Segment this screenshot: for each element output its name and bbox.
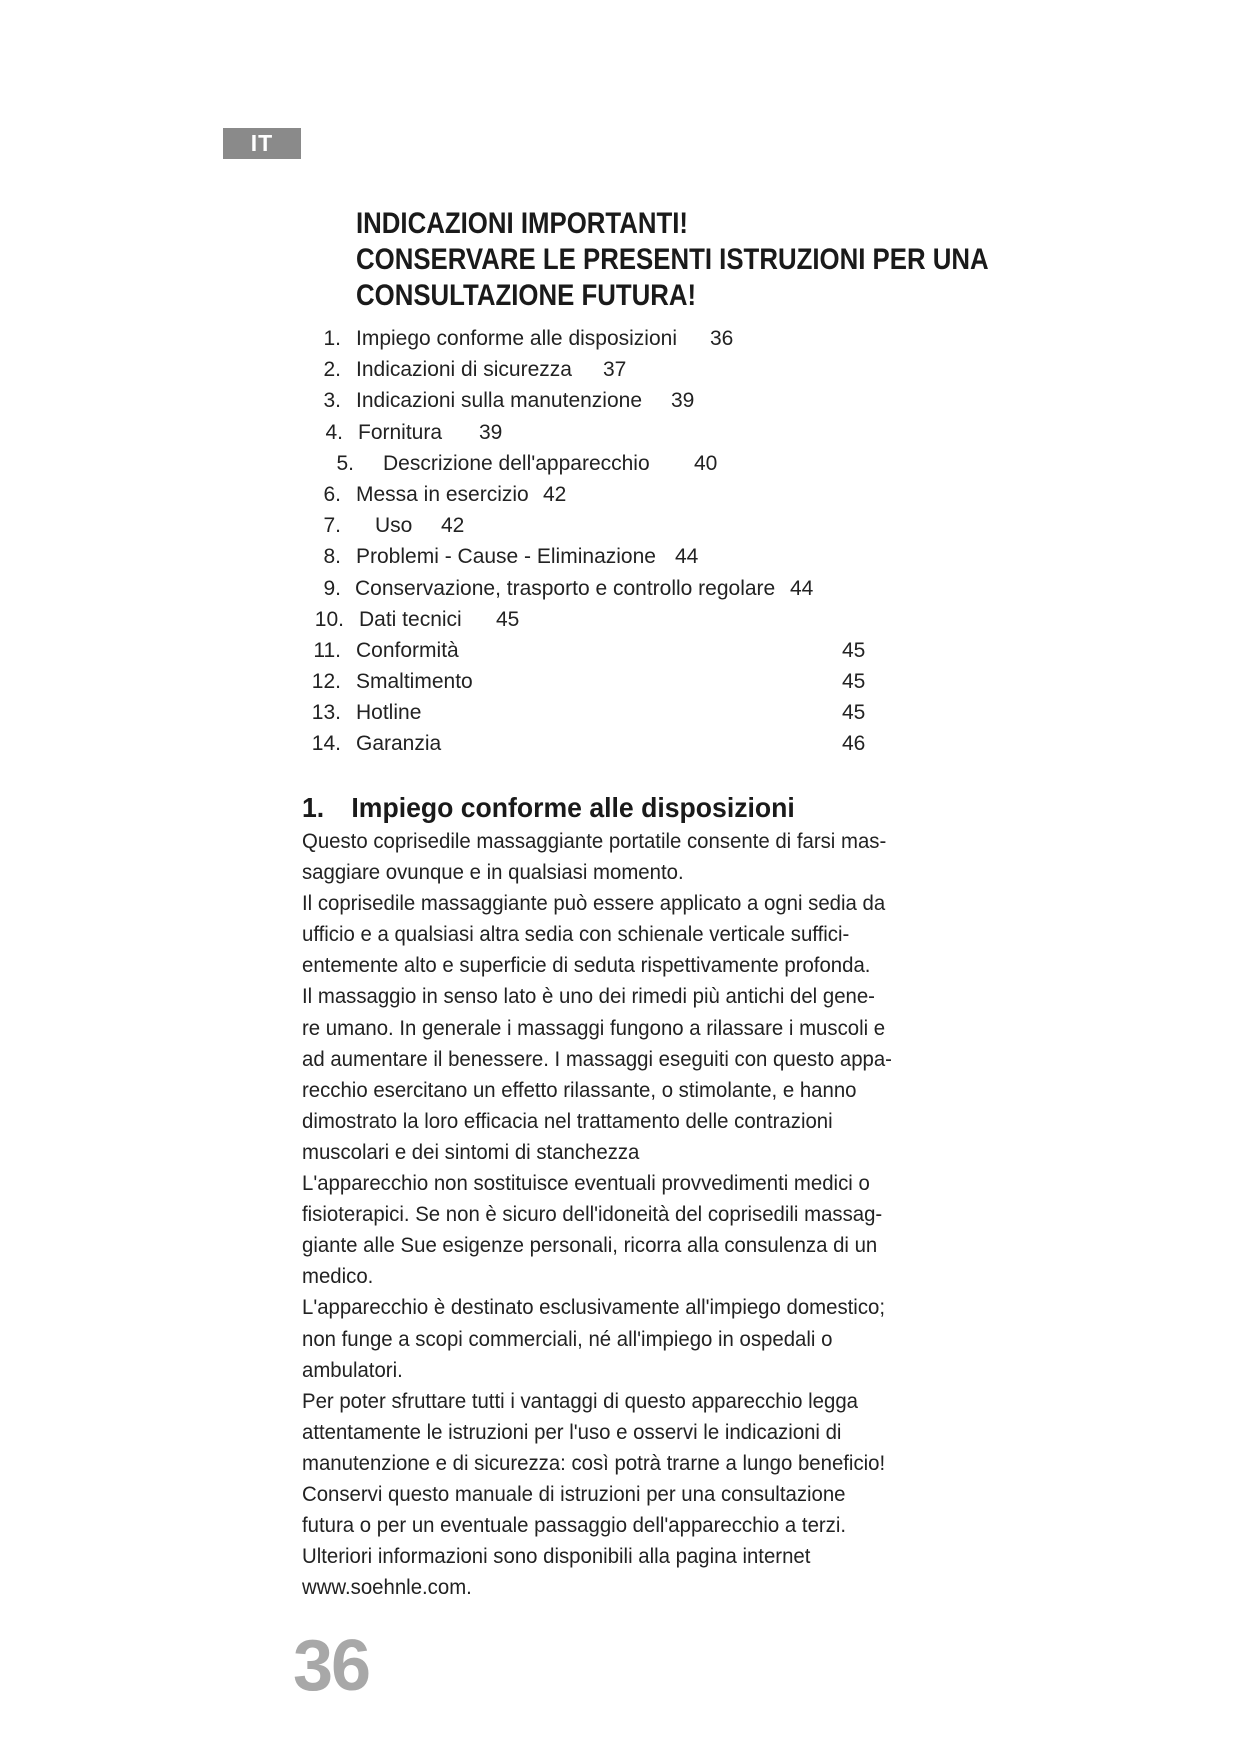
toc-entry[interactable]: [300, 448, 900, 479]
toc-number: 10.: [314, 607, 344, 631]
important-heading: [356, 206, 1056, 314]
section-body: [302, 826, 942, 1603]
toc-page: 39: [479, 420, 503, 444]
heading-line: CONSERVARE LE PRESENTI ISTRUZIONI PER UNA: [356, 243, 989, 276]
toc-entry[interactable]: [300, 354, 900, 385]
toc-entry[interactable]: [300, 385, 900, 416]
body-line: entemente alto e superficie di seduta rispettivamente profonda.: [302, 954, 871, 978]
body-line: medico.: [302, 1265, 374, 1289]
body-line: muscolari e dei sintomi di stanchezza: [302, 1140, 640, 1164]
section-heading: [302, 792, 795, 824]
toc-page: 37: [603, 358, 627, 382]
toc-page: 45: [496, 607, 520, 631]
heading-line: CONSULTAZIONE FUTURA!: [356, 279, 697, 312]
body-line: giante alle Sue esigenze personali, ricorra alla consulenza di un: [302, 1234, 878, 1258]
toc-entry[interactable]: [300, 479, 900, 510]
toc-page: 39: [671, 389, 695, 413]
toc-entry[interactable]: [300, 573, 900, 604]
body-line: L'apparecchio è destinato esclusivamente all'impiego domestico;: [302, 1296, 886, 1320]
toc-page: 45: [842, 701, 866, 725]
website-link[interactable]: www.soehnle.com.: [302, 1576, 472, 1600]
body-line: Il massaggio in senso lato è uno dei rimedi più antichi del gene-: [302, 985, 875, 1009]
toc-page: 40: [694, 451, 718, 475]
body-line: manutenzione e di sicurezza: così potrà trarne a lungo beneficio!: [302, 1451, 886, 1475]
toc-number: 2.: [323, 358, 341, 382]
table-of-contents: [300, 323, 900, 760]
toc-page: 44: [675, 545, 699, 569]
toc-entry[interactable]: [300, 635, 900, 666]
body-line: Ulteriori informazioni sono disponibili alla pagina internet: [302, 1545, 811, 1569]
toc-entry[interactable]: [300, 417, 900, 448]
toc-entry[interactable]: [300, 697, 900, 728]
toc-title: Smaltimento: [356, 670, 473, 694]
toc-title: Garanzia: [356, 732, 442, 756]
toc-title: Problemi - Cause - Eliminazione: [356, 545, 656, 569]
body-line: Il coprisedile massaggiante può essere applicato a ogni sedia da: [302, 892, 886, 916]
toc-title: Impiego conforme alle disposizioni: [356, 327, 677, 350]
body-line: L'apparecchio non sostituisce eventuali provvedimenti medici o: [302, 1172, 870, 1196]
toc-title: Uso: [375, 514, 413, 538]
section-title: Impiego conforme alle disposizioni: [351, 792, 795, 823]
language-badge: IT: [223, 128, 301, 159]
toc-entry[interactable]: [300, 728, 900, 759]
toc-entry[interactable]: [300, 541, 900, 572]
body-line: dimostrato la loro efficacia nel trattamento delle contrazioni: [302, 1109, 833, 1133]
toc-page: 45: [842, 638, 866, 662]
toc-title: Conformità: [356, 638, 459, 662]
body-line: attentamente le istruzioni per l'uso e osservi le indicazioni di: [302, 1420, 842, 1444]
body-line: Questo coprisedile massaggiante portatile consente di farsi mas-: [302, 830, 887, 853]
toc-page: 44: [790, 576, 814, 600]
toc-number: 9.: [323, 576, 341, 600]
toc-entry[interactable]: [300, 604, 900, 635]
toc-page: 45: [842, 670, 866, 694]
body-line: re umano. In generale i massaggi fungono a rilassare i muscoli e: [302, 1016, 886, 1040]
toc-number: 7.: [323, 514, 341, 538]
toc-page: 36: [710, 327, 734, 350]
toc-number: 1.: [323, 327, 341, 350]
toc-number: 5.: [336, 451, 354, 475]
body-line: saggiare ovunque e in qualsiasi momento.: [302, 861, 684, 885]
toc-title: Descrizione dell'apparecchio: [383, 451, 650, 475]
toc-title: Messa in esercizio: [356, 482, 529, 506]
toc-entry[interactable]: [300, 323, 900, 354]
toc-title: Conservazione, trasporto e controllo regolare: [355, 576, 776, 600]
toc-number: 14.: [311, 732, 341, 756]
toc-entry[interactable]: [300, 510, 900, 541]
toc-title: Dati tecnici: [359, 607, 462, 631]
body-line: Per poter sfruttare tutti i vantaggi di questo apparecchio legga: [302, 1389, 858, 1413]
toc-page: 42: [543, 482, 567, 506]
toc-number: 6.: [323, 482, 341, 506]
toc-title: Fornitura: [358, 420, 443, 444]
toc-page: 46: [842, 732, 866, 756]
heading-line: INDICAZIONI IMPORTANTI!: [356, 207, 689, 240]
toc-title: Indicazioni sulla manutenzione: [356, 389, 643, 413]
section-number: 1.: [302, 792, 325, 823]
toc-number: 3.: [323, 389, 341, 413]
toc-entry[interactable]: [300, 666, 900, 697]
body-line: recchio esercitano un effetto rilassante, o stimolante, e hanno: [302, 1078, 857, 1102]
body-line: ad aumentare il benessere. I massaggi eseguiti con questo appa-: [302, 1047, 892, 1071]
body-line: fisioterapici. Se non è sicuro dell'idoneità del coprisedili massag-: [302, 1203, 883, 1227]
toc-title: Hotline: [356, 701, 422, 725]
toc-number: 4.: [325, 420, 343, 444]
toc-title: Indicazioni di sicurezza: [356, 358, 572, 382]
toc-number: 8.: [323, 545, 341, 569]
body-line: Conservi questo manuale di istruzioni per una consultazione: [302, 1482, 846, 1506]
page-number: 36: [293, 1626, 370, 1706]
body-line: non funge a scopi commerciali, né all'impiego in ospedali o: [302, 1327, 833, 1351]
toc-page: 42: [441, 514, 465, 538]
toc-number: 13.: [311, 701, 341, 725]
body-line: ufficio e a qualsiasi altra sedia con schienale verticale suffici-: [302, 923, 850, 947]
body-line: futura o per un eventuale passaggio dell'apparecchio a terzi.: [302, 1514, 847, 1538]
toc-number: 11.: [313, 638, 341, 662]
toc-number: 12.: [311, 670, 341, 694]
body-line: ambulatori.: [302, 1358, 403, 1382]
